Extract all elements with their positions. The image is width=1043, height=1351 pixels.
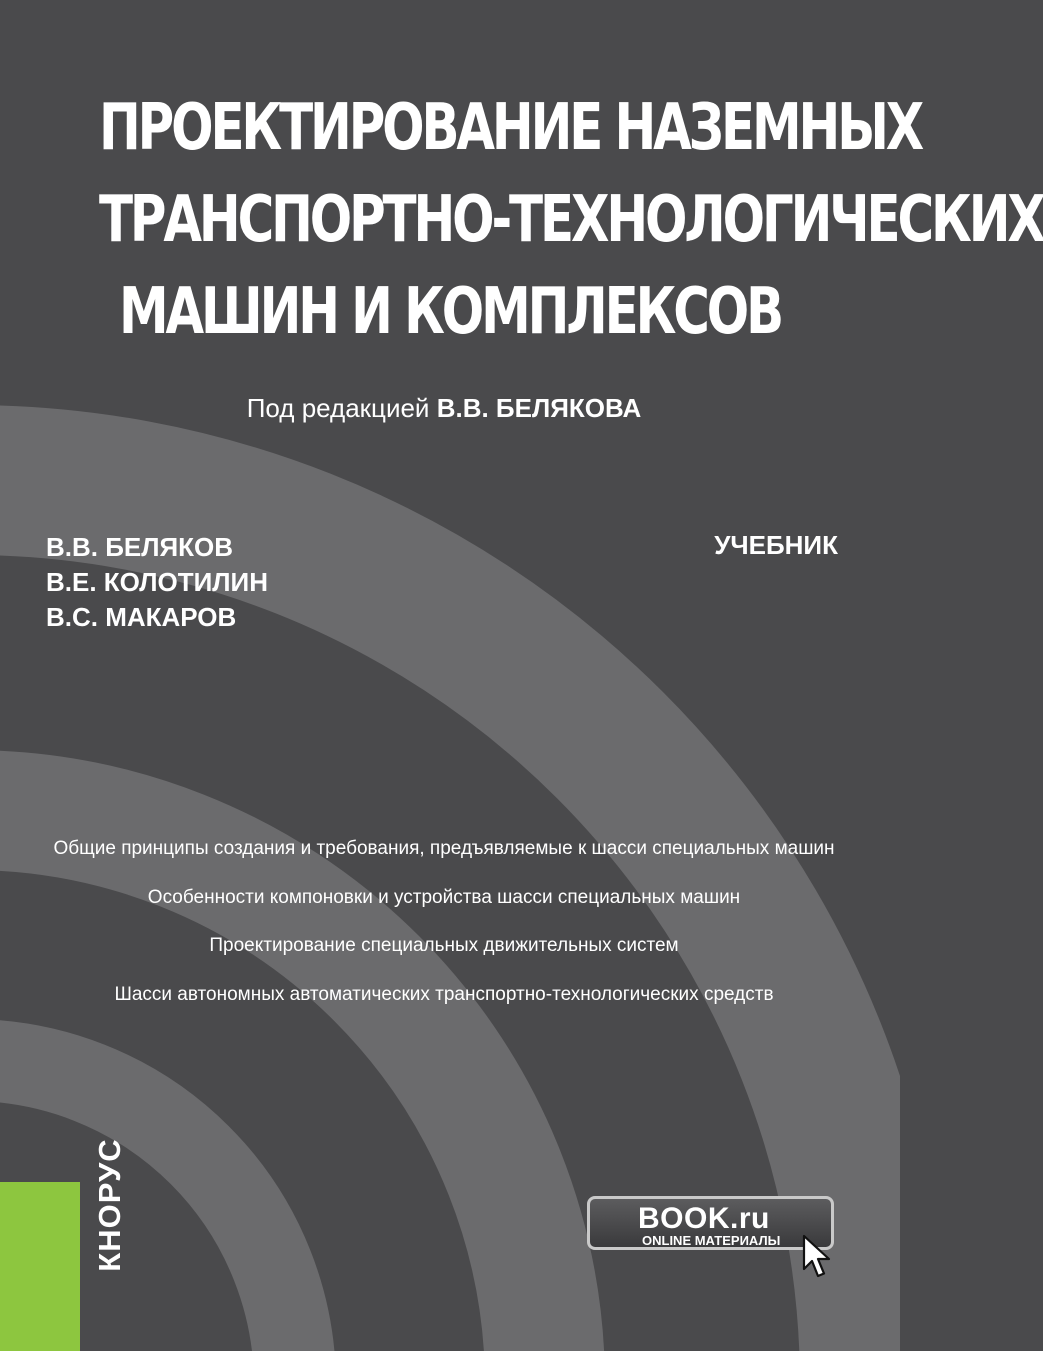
book-title bbox=[99, 82, 1043, 358]
topic-3: Проектирование специальных движительных систем bbox=[209, 935, 679, 956]
topic-4: Шасси автономных автоматических транспортно-технологических средств bbox=[114, 983, 774, 1005]
book-ru-logo: BOOK.ru bbox=[638, 1202, 770, 1235]
cursor-arrow-icon bbox=[802, 1234, 832, 1280]
book-ru-subtitle: ONLINE МАТЕРИАЛЫ bbox=[642, 1233, 781, 1248]
editor-prefix: Под редакцией bbox=[246, 393, 430, 423]
topic-1: Общие принципы создания и требования, предъявляемые к шасси специальных машин bbox=[53, 838, 835, 859]
title-line-2: ТРАНСПОРТНО-ТЕХНОЛОГИЧЕСКИХ bbox=[99, 183, 1043, 257]
authors-list bbox=[46, 530, 268, 635]
author-3: В.С. МАКАРОВ bbox=[46, 602, 237, 632]
author-2: В.Е. КОЛОТИЛИН bbox=[46, 567, 268, 597]
author-1: В.В. БЕЛЯКОВ bbox=[46, 532, 234, 562]
topics-list bbox=[0, 835, 888, 1029]
green-accent-bar bbox=[0, 1182, 80, 1351]
title-line-1: ПРОЕКТИРОВАНИЕ НАЗЕМНЫХ bbox=[99, 91, 922, 165]
genre-label: УЧЕБНИК bbox=[714, 530, 838, 560]
title-line-3: МАШИН И КОМПЛЕКСОВ bbox=[118, 275, 782, 349]
publisher-label: КНОРУС bbox=[92, 1138, 127, 1272]
editor-line bbox=[0, 393, 888, 424]
topic-2: Особенности компоновки и устройства шасси специальных машин bbox=[147, 886, 741, 908]
book-ru-button[interactable] bbox=[587, 1196, 834, 1250]
editor-name: В.В. БЕЛЯКОВА bbox=[436, 393, 642, 423]
